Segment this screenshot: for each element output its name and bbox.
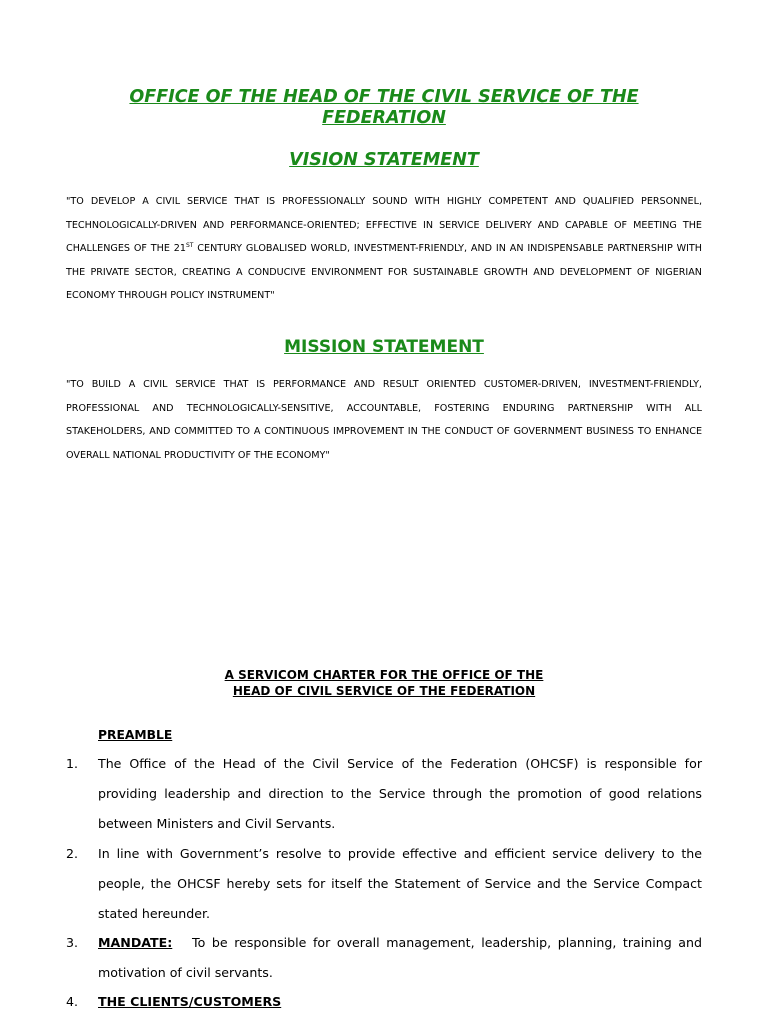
office-title xyxy=(66,87,702,129)
vision-statement xyxy=(66,190,702,308)
item-number: 3. xyxy=(66,935,79,950)
mandate-label: MANDATE: xyxy=(98,935,173,950)
charter-item-3 xyxy=(66,928,702,988)
office-title-line1: OFFICE OF THE HEAD OF THE CIVIL SERVICE OF THE xyxy=(129,87,639,107)
vision-text-part1: "TO DEVELOP A CIVIL SERVICE THAT IS PROFESSIONALLY SOUND WITH HIGHLY COMPETENT AND QUALIFIED PERSONNEL, TECHNOLOGICALLY-DRIVEN AND PERFORMANCE-ORIENTED; EFFECTIVE IN SERVICE DELIVERY AND CAPABLE OF MEETING THE CHALLENGES OF THE 21 xyxy=(66,196,702,255)
item-number: 4. xyxy=(66,994,79,1009)
charter-item-2 xyxy=(66,839,702,929)
vision-superscript: ST xyxy=(185,242,194,249)
vision-text-part2: CENTURY GLOBALISED WORLD, INVESTMENT-FRIENDLY, AND IN AN INDISPENSABLE PARTNERSHIP WITH THE PRIVATE SECTOR, CREATING A CONDUCIVE ENVIRONMENT FOR SUSTAINABLE GROWTH AND DEVELOPMENT OF NIGERIAN ECONOMY THROUGH POLICY INSTRUMENT" xyxy=(66,243,702,302)
clients-label: THE CLIENTS/CUSTOMERS xyxy=(98,994,282,1009)
item-text: The Office of the Head of the Civil Service of the Federation (OHCSF) is responsible for providing leadership and direction to the Service through the promotion of good relations between Ministers and Civil Servants. xyxy=(98,756,702,831)
item-number: 1. xyxy=(66,756,79,771)
mission-heading: MISSION STATEMENT xyxy=(284,337,484,357)
charter-title-line1: A SERVICOM CHARTER FOR THE OFFICE OF THE xyxy=(224,668,544,682)
vision-heading: VISION STATEMENT xyxy=(289,150,479,170)
charter-title-line2: HEAD OF CIVIL SERVICE OF THE FEDERATION xyxy=(232,684,536,698)
office-title-line2: FEDERATION xyxy=(322,108,446,128)
mandate-text: To be responsible for overall management, leadership, planning, training and motivation of civil servants. xyxy=(98,935,702,980)
item-text-block xyxy=(98,987,702,1017)
preamble-heading: PREAMBLE xyxy=(98,728,173,742)
item-number: 2. xyxy=(66,846,79,861)
mission-statement: "TO BUILD A CIVIL SERVICE THAT IS PERFORMANCE AND RESULT ORIENTED CUSTOMER-DRIVEN, INVESTMENT-FRIENDLY, PROFESSIONAL AND TECHNOLOGICALLY-SENSITIVE, ACCOUNTABLE, FOSTERING ENDURING PARTNERSHIP WITH ALL STAKEHOLDERS, AND COMMITTED TO A CONTINUOUS IMPROVEMENT IN THE CONDUCT OF GOVERNMENT BUSINESS TO ENHANCE OVERALL NATIONAL PRODUCTIVITY OF THE ECONOMY" xyxy=(66,379,702,461)
charter-title xyxy=(66,667,702,699)
charter-item-1 xyxy=(66,749,702,839)
charter-item-4 xyxy=(66,987,702,1017)
item-text-block xyxy=(98,928,702,988)
item-text: In line with Government’s resolve to provide effective and efficient service delivery to the people, the OHCSF hereby sets for itself the Statement of Service and the Service Compact stated hereunder. xyxy=(98,846,702,921)
